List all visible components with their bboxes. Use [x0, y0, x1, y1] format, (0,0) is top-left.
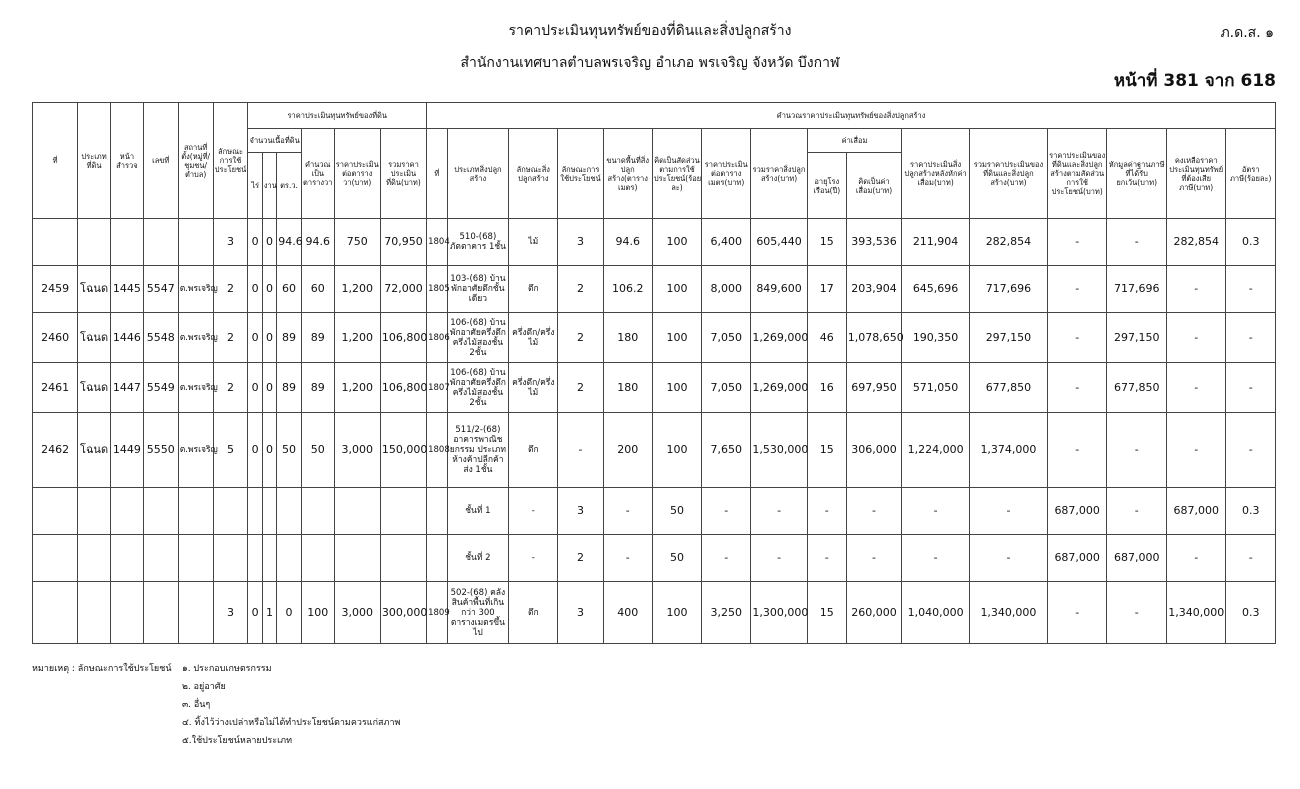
table-cell: 60	[301, 266, 334, 313]
table-cell: 297,150	[969, 313, 1047, 363]
col-proportion: ราคาประเมินของที่ดินและสิ่งปลูกสร้างตามสัดส่วนการใช้ประโยชน์(บาท)	[1047, 129, 1107, 219]
table-cell: -	[1047, 313, 1107, 363]
table-cell: ชั้นที่ 1	[447, 488, 509, 535]
table-cell: 15	[807, 582, 846, 644]
table-cell: 306,000	[846, 413, 901, 488]
table-cell: 94.6	[277, 219, 302, 266]
table-cell: 687,000	[1107, 535, 1167, 582]
page-indicator: หน้าที่ 381 จาก 618	[1113, 71, 1276, 91]
table-cell	[178, 219, 213, 266]
land-price-group: ราคาประเมินทุนทรัพย์ของที่ดิน	[248, 103, 427, 129]
table-cell: -	[1226, 266, 1276, 313]
col-building-area: ขนาดพื้นที่สิ่งปลูกสร้าง(ตารางเมตร)	[603, 129, 652, 219]
table-cell: 5549	[143, 363, 178, 413]
col-no: ที่	[33, 103, 78, 219]
table-body	[33, 219, 1276, 644]
table-cell: 0	[248, 582, 262, 644]
table-cell: 106.2	[603, 266, 652, 313]
land-area-group: จำนวนเนื้อที่ดิน	[248, 129, 301, 153]
table-cell: 2	[558, 266, 603, 313]
table-cell: 393,536	[846, 219, 901, 266]
table-cell: 2	[558, 313, 603, 363]
table-cell: 89	[301, 313, 334, 363]
table-cell: 0.3	[1226, 219, 1276, 266]
col-land-total: รวมราคาประเมินที่ดิน(บาท)	[380, 129, 426, 219]
table-cell	[248, 488, 262, 535]
notes-label: หมายเหตุ : ลักษณะการใช้ประโยชน์	[32, 664, 172, 674]
table-cell: 1449	[110, 413, 143, 488]
col-tax-rate: อัตราภาษี(ร้อยละ)	[1226, 129, 1276, 219]
table-cell: 106,800	[380, 363, 426, 413]
table-cell: -	[1047, 219, 1107, 266]
col-building-type: ประเภทสิ่งปลูกสร้าง	[447, 129, 509, 219]
table-cell: 0	[277, 582, 302, 644]
table-cell: 697,950	[846, 363, 901, 413]
table-cell: 94.6	[301, 219, 334, 266]
table-cell: 1806	[427, 313, 448, 363]
table-cell: 0	[262, 219, 276, 266]
table-cell: 687,000	[1047, 488, 1107, 535]
table-cell	[427, 535, 448, 582]
table-cell: ครึ่งตึก/ครึ่งไม้	[509, 363, 558, 413]
table-cell: -	[1226, 413, 1276, 488]
table-cell: 1,340,000	[969, 582, 1047, 644]
table-cell: 180	[603, 363, 652, 413]
office-name: สำนักงานเทศบาลตำบลพรเจริญ อำเภอ พรเจริญ จังหวัด บึงกาฬ	[460, 55, 840, 71]
table-cell: 0	[262, 266, 276, 313]
table-cell: ไม้	[509, 219, 558, 266]
table-cell: 106-(68) บ้านพักอาศัยครึ่งตึกครึ่งไม้สองชั้น 2ชั้น	[447, 363, 509, 413]
depreciation-group: ค่าเสื่อม	[807, 129, 901, 153]
table-cell: 1808	[427, 413, 448, 488]
table-cell: 1446	[110, 313, 143, 363]
table-cell	[178, 535, 213, 582]
table-cell: 1,269,000	[751, 363, 807, 413]
table-cell: 0.3	[1226, 582, 1276, 644]
table-cell: 7,050	[702, 363, 751, 413]
col-ngan: งาน	[262, 153, 276, 219]
table-row	[33, 582, 1276, 644]
table-cell: ตึก	[509, 582, 558, 644]
report-title: ราคาประเมินทุนทรัพย์ของที่ดินและสิ่งปลูกสร้าง	[508, 23, 792, 39]
table-cell: 3	[213, 582, 248, 644]
table-cell: โฉนด	[78, 363, 111, 413]
table-cell: 2460	[33, 313, 78, 363]
table-cell: 50	[652, 535, 701, 582]
table-cell: ตึก	[509, 266, 558, 313]
table-cell: ต.พรเจริญ	[178, 266, 213, 313]
table-cell	[213, 488, 248, 535]
note-item: ๔. ทิ้งไว้ว่างเปล่าหรือไม่ได้ทำประโยชน์ตามควรแก่สภาพ	[182, 718, 401, 728]
table-cell	[33, 219, 78, 266]
table-cell: 3,000	[334, 582, 380, 644]
table-cell: -	[846, 535, 901, 582]
table-cell: -	[603, 535, 652, 582]
table-cell	[78, 582, 111, 644]
table-cell: 8,000	[702, 266, 751, 313]
table-cell: 200	[603, 413, 652, 488]
table-cell: ต.พรเจริญ	[178, 363, 213, 413]
table-cell: 1,224,000	[902, 413, 970, 488]
table-cell: 100	[652, 266, 701, 313]
table-cell: 50	[277, 413, 302, 488]
table-cell: 605,440	[751, 219, 807, 266]
table-cell: -	[1107, 582, 1167, 644]
table-cell: 50	[652, 488, 701, 535]
table-cell: -	[509, 488, 558, 535]
col-rai: ไร่	[248, 153, 262, 219]
table-cell	[78, 488, 111, 535]
table-cell: ครึ่งตึก/ครึ่งไม้	[509, 313, 558, 363]
table-cell: 2	[213, 266, 248, 313]
table-cell: 103-(68) บ้านพักอาศัยตึกชั้นเดียว	[447, 266, 509, 313]
table-cell	[380, 535, 426, 582]
table-cell: -	[807, 488, 846, 535]
table-cell: 6,400	[702, 219, 751, 266]
col-usage: ลักษณะการใช้ประโยชน์	[213, 103, 248, 219]
table-cell: -	[1047, 363, 1107, 413]
table-cell: 50	[301, 413, 334, 488]
table-cell: 7,050	[702, 313, 751, 363]
table-cell	[33, 582, 78, 644]
table-cell: 0.3	[1226, 488, 1276, 535]
table-cell: 300,000	[380, 582, 426, 644]
table-cell: 0	[248, 266, 262, 313]
table-cell: 180	[603, 313, 652, 363]
building-price-group: คำนวณราคาประเมินทุนทรัพย์ของสิ่งปลูกสร้าง	[427, 103, 1276, 129]
table-cell: 0	[248, 413, 262, 488]
table-cell	[427, 488, 448, 535]
table-cell: -	[751, 488, 807, 535]
table-cell: 2	[213, 363, 248, 413]
col-building-usage: ลักษณะการใช้ประโยชน์	[558, 129, 603, 219]
col-price-per-wa: ราคาประเมินต่อตารางวา(บาท)	[334, 129, 380, 219]
table-cell: 511/2-(68) อาคารพาณิชยกรรม ประเภทห้างค้าปลีกค้าส่ง 1ชั้น	[447, 413, 509, 488]
table-row	[33, 219, 1276, 266]
table-cell: 106,800	[380, 313, 426, 363]
col-building-char: ลักษณะสิ่งปลูกสร้าง	[509, 129, 558, 219]
table-cell: โฉนด	[78, 313, 111, 363]
table-cell: 2461	[33, 363, 78, 413]
table-cell: 1,269,000	[751, 313, 807, 363]
table-cell: -	[1166, 535, 1226, 582]
table-cell: 2459	[33, 266, 78, 313]
table-cell: -	[1047, 582, 1107, 644]
table-cell: 750	[334, 219, 380, 266]
table-cell: 400	[603, 582, 652, 644]
table-cell: 1,200	[334, 363, 380, 413]
col-building-price-sqm: ราคาประเมินต่อตารางเมตร(บาท)	[702, 129, 751, 219]
table-cell: 1447	[110, 363, 143, 413]
table-cell: 260,000	[846, 582, 901, 644]
col-building-pct: คิดเป็นสัดส่วนตามการใช้ประโยชน์(ร้อยละ)	[652, 129, 701, 219]
table-cell: 1,200	[334, 266, 380, 313]
table-cell: 2	[213, 313, 248, 363]
col-building-age: อายุโรงเรือน(ปี)	[807, 153, 846, 219]
table-cell: 100	[652, 313, 701, 363]
table-cell: 3	[558, 488, 603, 535]
table-cell: โฉนด	[78, 266, 111, 313]
table-cell	[33, 488, 78, 535]
table-cell: 89	[277, 313, 302, 363]
table-cell: -	[1166, 266, 1226, 313]
col-calc-wa: คำนวณเป็นตารางวา	[301, 129, 334, 219]
table-cell: -	[1226, 313, 1276, 363]
table-cell	[78, 219, 111, 266]
table-cell: 282,854	[969, 219, 1047, 266]
table-cell: 1,374,000	[969, 413, 1047, 488]
table-cell	[277, 535, 302, 582]
table-cell	[143, 535, 178, 582]
table-cell	[143, 219, 178, 266]
table-cell: 1809	[427, 582, 448, 644]
table-cell: 5	[213, 413, 248, 488]
col-wa: ตร.ว.	[277, 153, 302, 219]
table-row	[33, 488, 1276, 535]
col-deed-type: ประเภทที่ดิน	[78, 103, 111, 219]
table-cell: 5548	[143, 313, 178, 363]
table-cell	[380, 488, 426, 535]
table-cell	[143, 488, 178, 535]
table-cell: 510-(68) ภัตตาคาร 1ชั้น	[447, 219, 509, 266]
table-cell: โฉนด	[78, 413, 111, 488]
table-cell: -	[969, 488, 1047, 535]
table-cell: 3	[558, 582, 603, 644]
table-cell: -	[702, 535, 751, 582]
table-cell: 15	[807, 219, 846, 266]
table-cell	[277, 488, 302, 535]
col-survey-page: หน้าสำรวจ	[110, 103, 143, 219]
table-cell: ตึก	[509, 413, 558, 488]
table-cell: 0	[262, 313, 276, 363]
table-cell	[248, 535, 262, 582]
table-cell: -	[702, 488, 751, 535]
table-cell: 571,050	[902, 363, 970, 413]
note-item: ๓. อื่นๆ	[182, 700, 211, 710]
table-cell: -	[1107, 488, 1167, 535]
table-cell: 645,696	[902, 266, 970, 313]
table-cell: 1804	[427, 219, 448, 266]
col-grand-total: รวมราคาประเมินของที่ดินและสิ่งปลูกสร้าง(บาท)	[969, 129, 1047, 219]
table-cell: 2	[558, 363, 603, 413]
table-cell	[110, 488, 143, 535]
table-cell	[301, 535, 334, 582]
table-cell: 3,000	[334, 413, 380, 488]
table-cell: ต.พรเจริญ	[178, 413, 213, 488]
table-cell: 717,696	[1107, 266, 1167, 313]
table-cell: 150,000	[380, 413, 426, 488]
table-cell: 190,350	[902, 313, 970, 363]
table-cell	[334, 535, 380, 582]
table-cell: 297,150	[1107, 313, 1167, 363]
col-location: สถานที่ตั้ง(หมู่ที่/ชุมชน/ตำบล)	[178, 103, 213, 219]
table-cell: 100	[301, 582, 334, 644]
table-cell: -	[1047, 266, 1107, 313]
assessment-table	[32, 102, 1276, 644]
table-cell: 1,200	[334, 313, 380, 363]
table-cell: 677,850	[1107, 363, 1167, 413]
table-row	[33, 266, 1276, 313]
table-cell: 0	[248, 313, 262, 363]
table-cell	[33, 535, 78, 582]
table-cell: -	[1226, 363, 1276, 413]
table-cell	[262, 535, 276, 582]
table-cell: -	[1166, 313, 1226, 363]
table-cell	[213, 535, 248, 582]
table-cell: -	[807, 535, 846, 582]
table-cell: -	[1166, 413, 1226, 488]
table-cell	[262, 488, 276, 535]
table-cell: 1	[262, 582, 276, 644]
table-cell: 100	[652, 363, 701, 413]
table-cell: 203,904	[846, 266, 901, 313]
table-cell: -	[902, 488, 970, 535]
table-cell: 1,340,000	[1166, 582, 1226, 644]
table-cell: 100	[652, 413, 701, 488]
form-code: ภ.ด.ส. ๑	[1220, 25, 1274, 41]
table-cell: 1,040,000	[902, 582, 970, 644]
table-cell: 5550	[143, 413, 178, 488]
table-cell: ชั้นที่ 2	[447, 535, 509, 582]
table-header	[33, 103, 1276, 219]
col-building-no: ที่	[427, 129, 448, 219]
table-cell: 2	[558, 535, 603, 582]
table-cell	[110, 219, 143, 266]
table-cell: 2462	[33, 413, 78, 488]
col-building-net: ราคาประเมินสิ่งปลูกสร้างหลังหักค่าเสื่อม(บาท)	[902, 129, 970, 219]
table-cell: 7,650	[702, 413, 751, 488]
table-cell: -	[603, 488, 652, 535]
table-cell: 100	[652, 219, 701, 266]
table-cell: 17	[807, 266, 846, 313]
table-cell: 106-(68) บ้านพักอาศัยครึ่งตึกครึ่งไม้สองชั้น 2ชั้น	[447, 313, 509, 363]
table-cell: 1,078,650	[846, 313, 901, 363]
table-cell: 94.6	[603, 219, 652, 266]
table-cell: 72,000	[380, 266, 426, 313]
table-cell: 15	[807, 413, 846, 488]
note-item: ๕.ใช้ประโยชน์หลายประเภท	[182, 736, 293, 746]
table-cell: -	[558, 413, 603, 488]
table-cell	[334, 488, 380, 535]
table-cell	[178, 488, 213, 535]
table-cell: 1,530,000	[751, 413, 807, 488]
table-cell: 0	[262, 363, 276, 413]
table-cell: -	[902, 535, 970, 582]
table-cell: 849,600	[751, 266, 807, 313]
table-cell: -	[509, 535, 558, 582]
table-cell: 282,854	[1166, 219, 1226, 266]
table-cell: 677,850	[969, 363, 1047, 413]
col-number: เลขที่	[143, 103, 178, 219]
table-cell: 89	[301, 363, 334, 413]
table-cell: 1,300,000	[751, 582, 807, 644]
col-exemption: หักมูลค่าฐานภาษีที่ได้รับยกเว้น(บาท)	[1107, 129, 1167, 219]
table-row	[33, 413, 1276, 488]
table-cell: -	[1107, 413, 1167, 488]
table-cell: -	[751, 535, 807, 582]
table-cell	[110, 582, 143, 644]
table-cell: 687,000	[1166, 488, 1226, 535]
table-cell	[143, 582, 178, 644]
table-cell: -	[1047, 413, 1107, 488]
table-cell: 1805	[427, 266, 448, 313]
table-cell: 211,904	[902, 219, 970, 266]
note-item: ๒. อยู่อาศัย	[182, 682, 226, 692]
col-depreciation-value: คิดเป็นค่าเสื่อม(บาท)	[846, 153, 901, 219]
note-item: ๑. ประกอบเกษตรกรรม	[182, 664, 272, 674]
col-taxable: คงเหลือราคาประเมินทุนทรัพย์ที่ต้องเสียภาษี(บาท)	[1166, 129, 1226, 219]
table-cell: 70,950	[380, 219, 426, 266]
table-cell: 100	[652, 582, 701, 644]
table-row	[33, 535, 1276, 582]
table-cell: 89	[277, 363, 302, 413]
table-cell: -	[1107, 219, 1167, 266]
table-row	[33, 363, 1276, 413]
table-cell	[78, 535, 111, 582]
table-cell: 16	[807, 363, 846, 413]
table-cell: ต.พรเจริญ	[178, 313, 213, 363]
table-cell: 46	[807, 313, 846, 363]
table-cell	[110, 535, 143, 582]
col-building-total: รวมราคาสิ่งปลูกสร้าง(บาท)	[751, 129, 807, 219]
table-cell: 3	[558, 219, 603, 266]
table-cell: -	[1226, 535, 1276, 582]
table-cell: 0	[262, 413, 276, 488]
table-cell: 0	[248, 219, 262, 266]
table-cell: 5547	[143, 266, 178, 313]
table-cell: 687,000	[1047, 535, 1107, 582]
table-row	[33, 313, 1276, 363]
table-cell: 3,250	[702, 582, 751, 644]
table-cell: -	[969, 535, 1047, 582]
table-cell: 60	[277, 266, 302, 313]
table-cell: 1807	[427, 363, 448, 413]
table-cell	[178, 582, 213, 644]
table-cell: 502-(68) คลังสินค้าพื้นที่เกินกว่า 300 ตารางเมตรขึ้นไป	[447, 582, 509, 644]
table-cell: -	[1166, 363, 1226, 413]
table-cell	[301, 488, 334, 535]
table-cell: 0	[248, 363, 262, 413]
table-cell: -	[846, 488, 901, 535]
table-cell: 717,696	[969, 266, 1047, 313]
table-cell: 3	[213, 219, 248, 266]
table-cell: 1445	[110, 266, 143, 313]
